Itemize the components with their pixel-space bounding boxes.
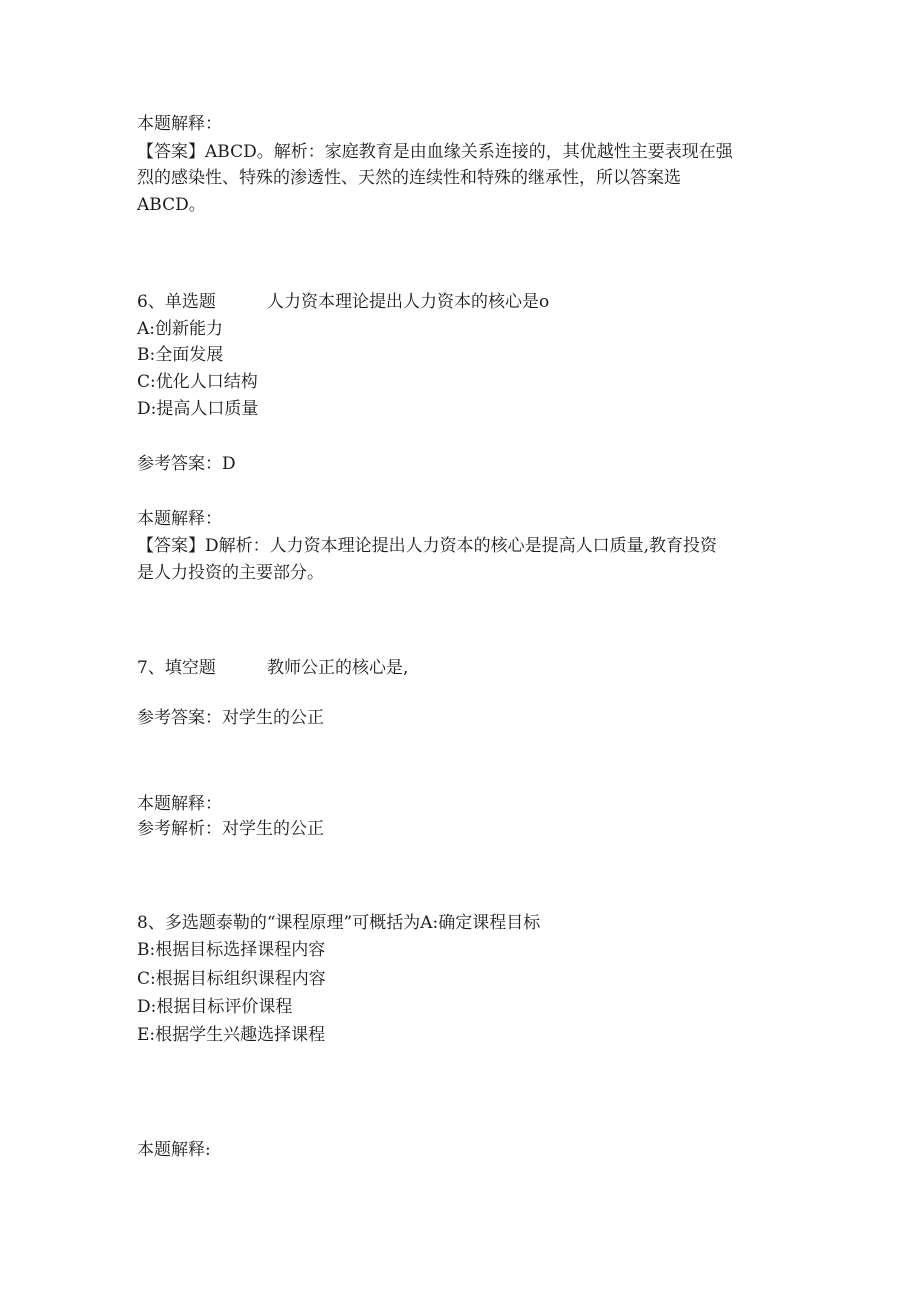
q8-option-d: D:根据目标评价课程 [137, 997, 293, 1017]
q7-answer: 参考答案：对学生的公正 [137, 708, 324, 728]
q5-explain-line-3: ABCD。 [137, 195, 206, 215]
q5-explain-line-2: 烈的感染性、特殊的渗透性、天然的连续性和特殊的继承性，所以答案选 [137, 168, 681, 188]
q7-header [137, 655, 408, 681]
q6-option-c: C:优化人口结构 [137, 372, 258, 392]
q5-explain-label: 本题解释： [137, 114, 222, 134]
q5-explain-line-1: 【答案】ABCD。解析：家庭教育是由血缘关系连接的，其优越性主要表现在强 [137, 142, 733, 162]
q7-explain-label: 本题解释： [137, 794, 222, 814]
q6-option-b: B:全面发展 [137, 345, 224, 365]
q8-option-c: C:根据目标组织课程内容 [137, 969, 326, 989]
q8-option-b: B:根据目标选择课程内容 [137, 940, 326, 960]
q6-stem: 人力资本理论提出人力资本的核心是o [267, 292, 550, 312]
q8-explain-label: 本题解释: [137, 1140, 211, 1160]
q7-number-type: 7、填空题 [137, 658, 216, 678]
q6-header [137, 289, 549, 315]
q7-stem: 教师公正的核心是, [267, 658, 409, 678]
q8-option-e: E:根据学生兴趣选择课程 [137, 1025, 326, 1045]
q8-header: 8、多选题泰勒的“课程原理”可概括为A:确定课程目标 [137, 913, 541, 933]
q6-answer: 参考答案：D [137, 454, 236, 474]
q6-option-a: A:创新能力 [137, 319, 224, 339]
q6-explain-line-1: 【答案】D解析：人力资本理论提出人力资本的核心是提高人口质量,教育投资 [137, 536, 718, 556]
q6-number-type: 6、单选题 [137, 292, 216, 312]
q6-option-d: D:提高人口质量 [137, 399, 259, 419]
q6-explain-line-2: 是人力投资的主要部分。 [137, 563, 324, 583]
q7-explain-line: 参考解析：对学生的公正 [137, 819, 324, 839]
q6-explain-label: 本题解释： [137, 509, 222, 529]
